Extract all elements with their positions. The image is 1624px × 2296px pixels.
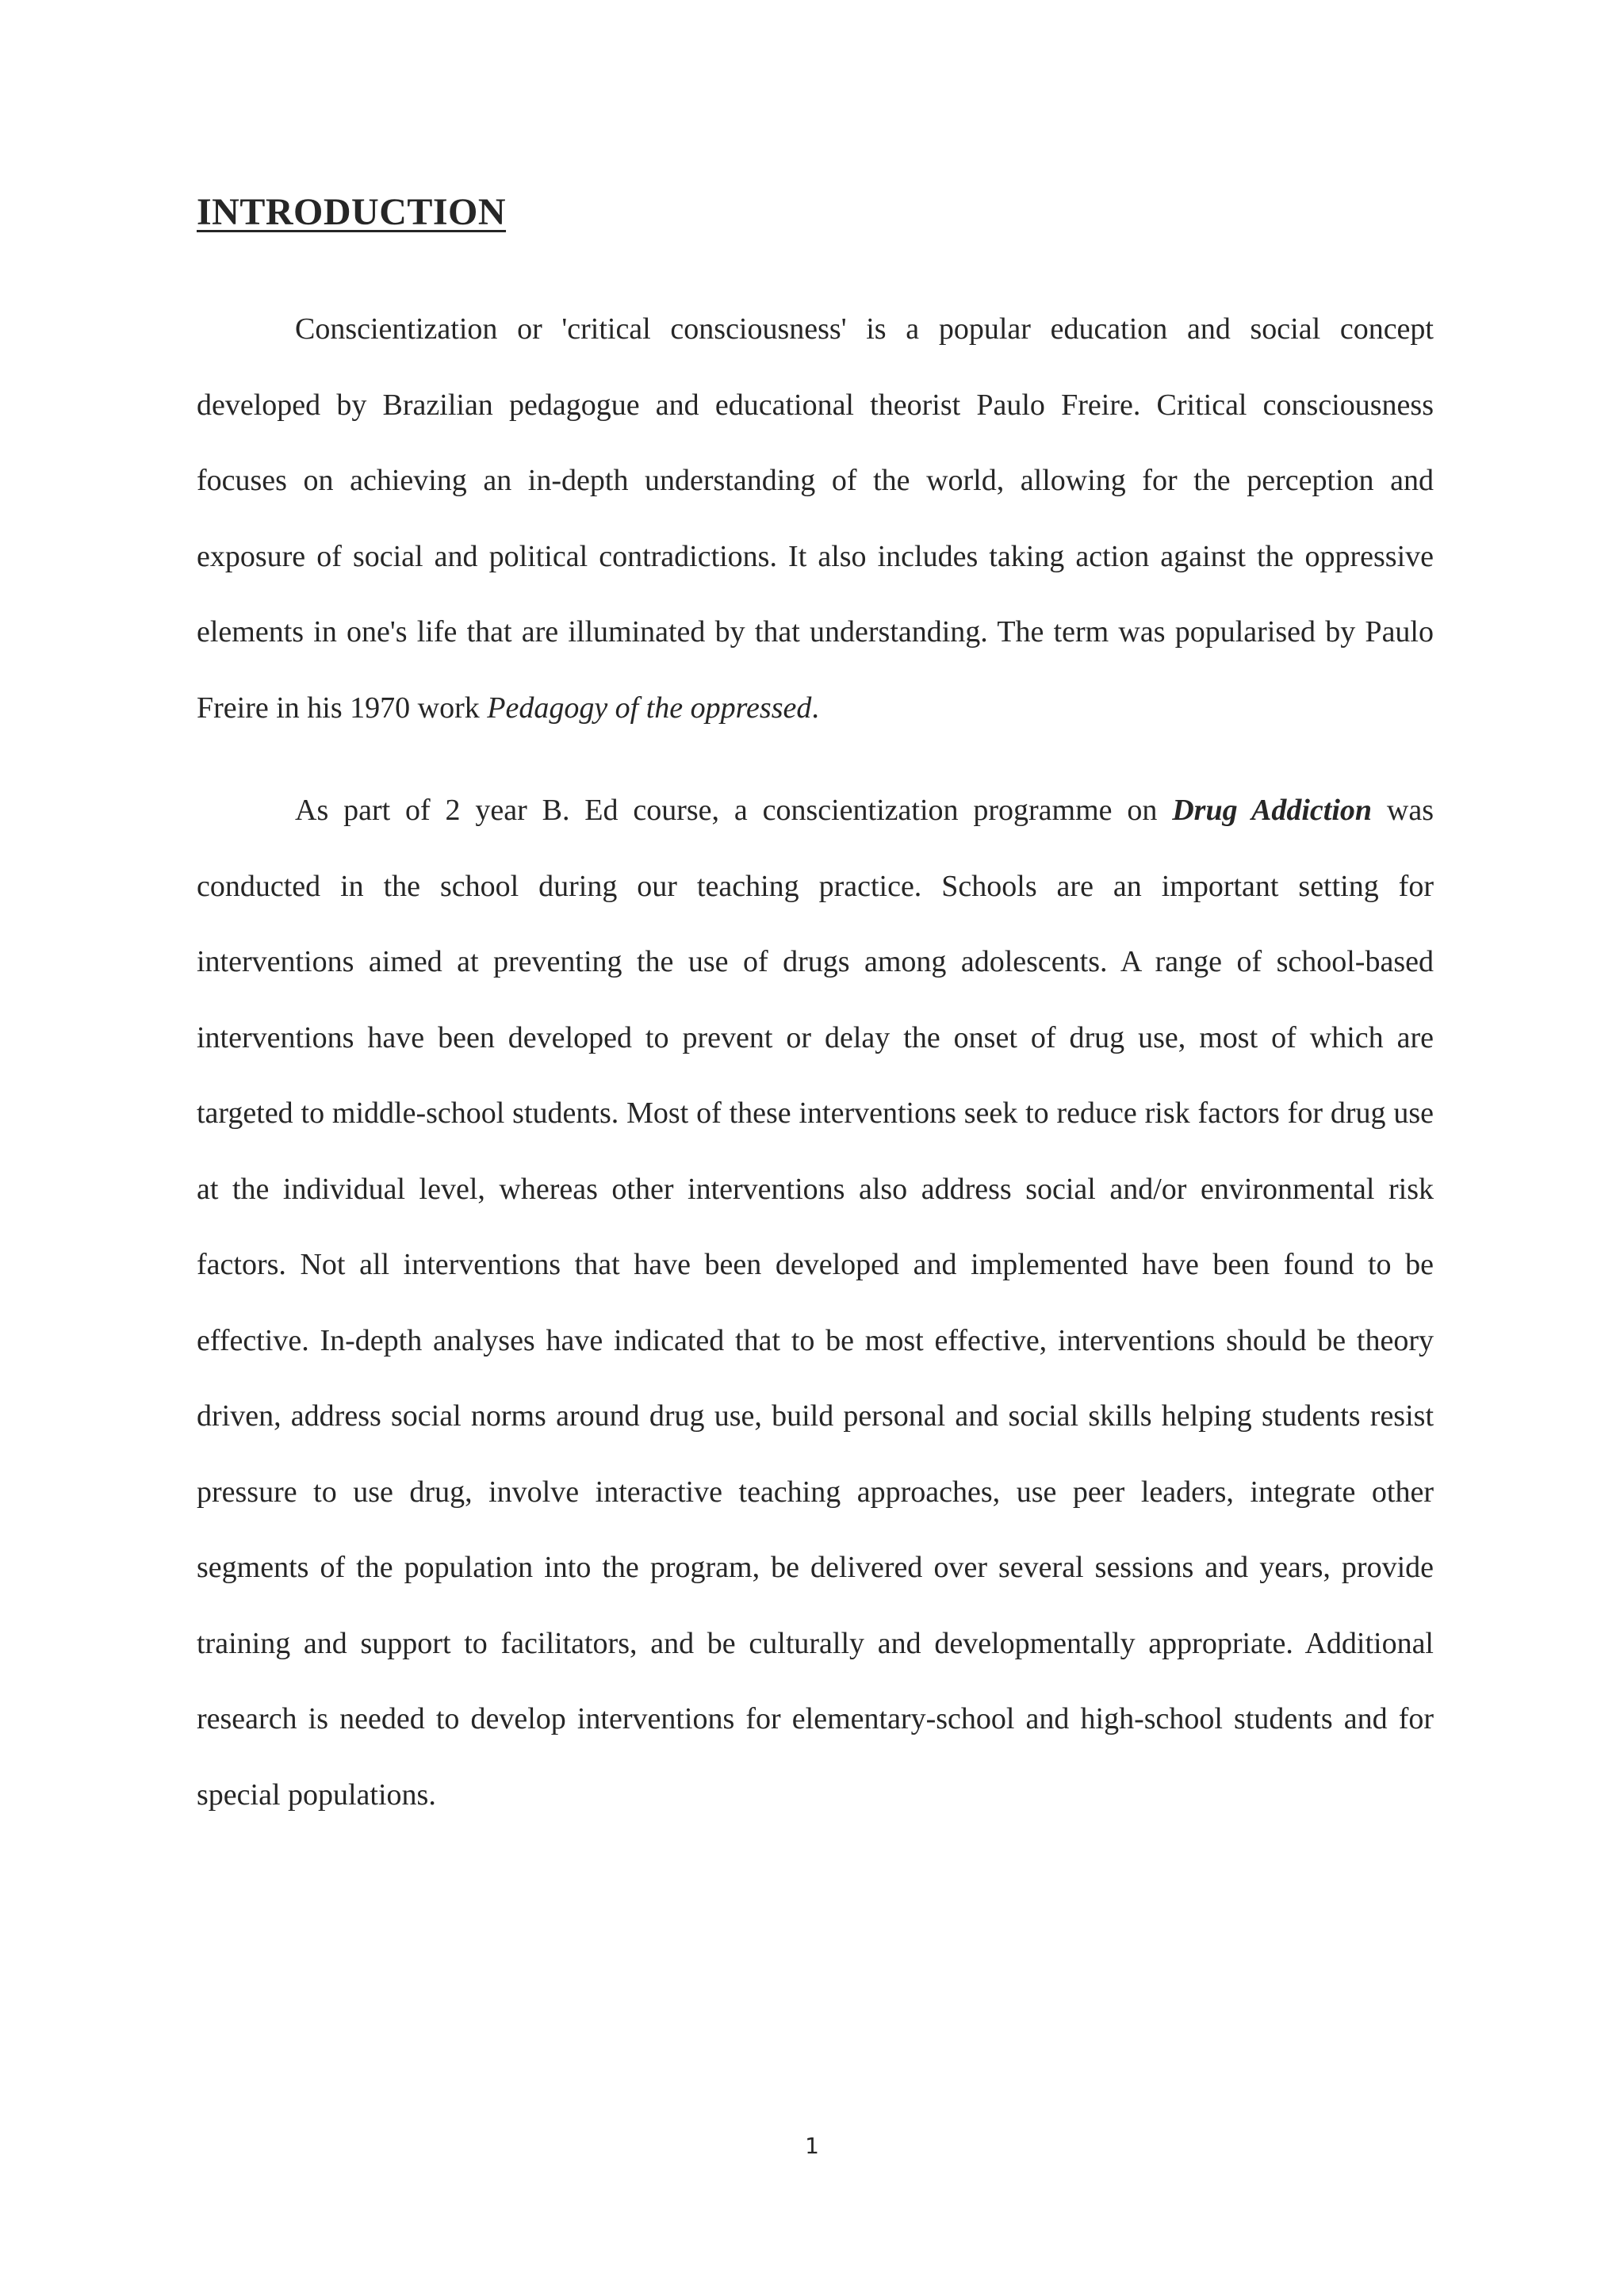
paragraph-2-intro: As part of 2 year B. Ed course, a conscientization programme on xyxy=(295,794,1173,827)
paragraph-1-end: . xyxy=(811,691,819,725)
page-number: 1 xyxy=(805,2133,819,2159)
book-title: Pedagogy of the oppressed xyxy=(487,691,812,725)
paragraph-conscientization xyxy=(197,292,1434,746)
paragraph-2-text: was conducted in the school during our teaching practice. Schools are an important setting for interventions aimed at preventing the use of drugs among adolescents. A range of school-based interventions have been developed to prevent or delay the onset of drug use, most of which are targeted to middle-school students. Most of these interventions seek to reduce risk factors for drug use at the individual level, whereas other interventions also address social and/or environmental risk factors. Not all interventions that have been developed and implemented have been found to be effective. In-depth analyses have indicated that to be most effective, interventions should be theory driven, address social norms around drug use, build personal and social skills helping students resist pressure to use drug, involve interactive teaching approaches, use peer leaders, integrate other segments of the population into the program, be delivered over several sessions and years, provide training and support to facilitators, and be culturally and developmentally appropriate. Additional research is needed to develop interventions for elementary-school and high-school students and for special populations. xyxy=(197,794,1434,1812)
section-heading: INTRODUCTION xyxy=(197,191,507,233)
paragraph-1-text: Conscientization or 'critical consciousness' is a popular education and social concept developed by Brazilian pedagogue and educational theorist Paulo Freire. Critical consciousness focuses on achieving an in-depth understanding of the world, allowing for the perception and exposure of social and political contradictions. It also includes taking action against the oppressive elements in one's life that are illuminated by that understanding. The term was popularised by Paulo Freire in his 1970 work xyxy=(197,312,1434,725)
programme-topic: Drug Addiction xyxy=(1172,794,1373,827)
paragraph-drug-addiction xyxy=(197,773,1434,1833)
